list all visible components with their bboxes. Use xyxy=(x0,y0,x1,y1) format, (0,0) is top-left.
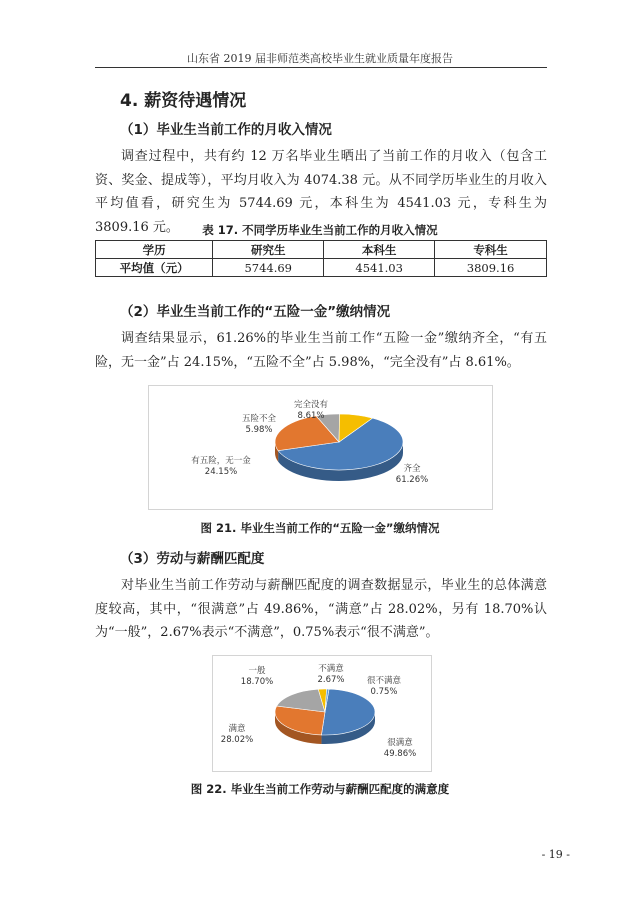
slice-label-very-unsatisfied xyxy=(359,676,409,698)
satisfaction-pie-chart xyxy=(212,655,432,772)
table-row-label: 平均值（元） xyxy=(96,259,213,277)
slice-label-complete xyxy=(387,464,437,486)
slice-value: 5.98% xyxy=(245,425,273,435)
slice-label-very-satisfied xyxy=(377,738,423,760)
slice-category: 五险不全 xyxy=(241,414,276,424)
slice-value: 49.86% xyxy=(383,749,417,759)
slice-value: 24.15% xyxy=(204,467,238,477)
slice-category: 有五险，无一金 xyxy=(191,456,251,466)
header-rule xyxy=(95,67,547,68)
slice-label-partial xyxy=(231,414,287,436)
figure-21-caption: 图 21. 毕业生当前工作的“五险一金”缴纳情况 xyxy=(200,521,440,535)
insurance-pie-chart xyxy=(148,385,493,510)
slice-value: 61.26% xyxy=(395,475,429,485)
paragraph-text: 对毕业生当前工作劳动与薪酬匹配度的调查数据显示，毕业生的总体满意度较高，其中，“很满意”占 49.86%，“满意”占 28.02%，另有 18.70%认为“一般”，2.67%表示“不满意”，0.75%表示“很不满意”。 xyxy=(95,578,547,640)
slice-category: 很满意 xyxy=(387,738,413,748)
slice-label-no-fund xyxy=(179,456,263,478)
slice-category: 满意 xyxy=(228,724,246,734)
figure-22-caption: 图 22. 毕业生当前工作劳动与薪酬匹配度的满意度 xyxy=(190,782,450,796)
subsection-2-title: （2）毕业生当前工作的“五险一金”缴纳情况 xyxy=(120,304,391,320)
slice-value: 2.67% xyxy=(317,675,345,685)
subsection-3-paragraph xyxy=(95,574,547,645)
slice-label-average xyxy=(235,666,279,688)
page-number: - 19 - xyxy=(541,848,570,861)
slice-category: 齐全 xyxy=(403,464,421,474)
slice-label-none xyxy=(283,400,339,422)
table-cell: 3809.16 xyxy=(435,259,547,277)
slice-value: 8.61% xyxy=(297,411,325,421)
table-cell: 5744.69 xyxy=(213,259,324,277)
table-row xyxy=(96,259,547,277)
table-header-cell: 专科生 xyxy=(435,241,547,259)
page-header-title: 山东省 2019 届非师范类高校毕业生就业质量年度报告 xyxy=(187,52,453,65)
table-header-row xyxy=(96,241,547,259)
slice-value: 18.70% xyxy=(240,677,274,687)
table-header-cell: 研究生 xyxy=(213,241,324,259)
paragraph-text: 调查结果显示，61.26%的毕业生当前工作“五险一金”缴纳齐全，“有五险，无一金”占 24.15%，“五险不全”占 5.98%，“完全没有”占 8.61%。 xyxy=(95,331,547,370)
income-table xyxy=(95,240,547,277)
section-title: 4. 薪资待遇情况 xyxy=(120,91,247,111)
table-header-cell: 本科生 xyxy=(324,241,435,259)
slice-category: 不满意 xyxy=(318,664,344,674)
subsection-1-title: （1）毕业生当前工作的月收入情况 xyxy=(120,122,332,138)
slice-category: 很不满意 xyxy=(366,676,401,686)
slice-value: 28.02% xyxy=(220,735,254,745)
slice-value: 0.75% xyxy=(370,687,398,697)
slice-category: 一般 xyxy=(248,666,266,676)
table-header-cell: 学历 xyxy=(96,241,213,259)
table-caption: 表 17. 不同学历毕业生当前工作的月收入情况 xyxy=(202,223,438,237)
paragraph-text: 调查过程中，共有约 12 万名毕业生晒出了当前工作的月收入（包含工资、奖金、提成等），平均月收入为 4074.38 元。从不同学历毕业生的月收入平均值看，研究生为 5744.69 元，本科生为 4541.03 元，专科生为 3809.16 元。 xyxy=(95,149,547,235)
subsection-3-title: （3）劳动与薪酬匹配度 xyxy=(120,551,265,567)
slice-label-satisfied xyxy=(215,724,259,746)
slice-label-unsatisfied xyxy=(309,664,353,686)
subsection-2-paragraph xyxy=(95,327,547,374)
slice-category: 完全没有 xyxy=(293,400,328,410)
table-cell: 4541.03 xyxy=(324,259,435,277)
